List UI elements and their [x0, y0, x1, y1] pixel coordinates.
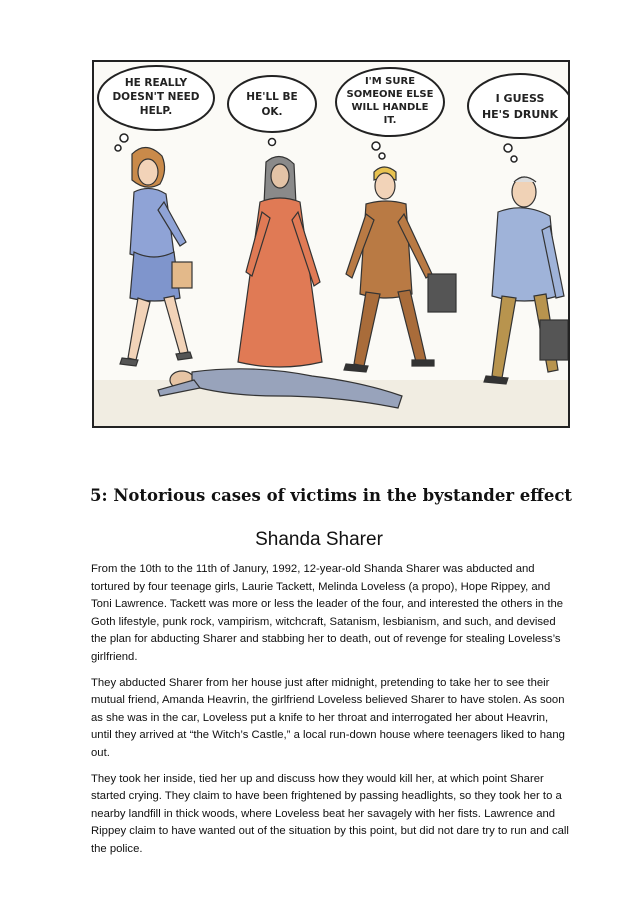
- bubble-3-line-2: SOMEONE ELSE: [346, 89, 434, 100]
- briefcase-icon: [428, 274, 456, 312]
- briefcase-icon: [540, 320, 568, 360]
- bubble-3-line-3: WILL HANDLE: [351, 102, 429, 113]
- paragraph: They abducted Sharer from her house just after midnight, pretending to take her to see their mutual friend, Amanda Heavrin, the girlfriend Loveless believed Sharer to have stolen. As soon as she was in the car, Loveless put a knife to her throat and interrogated her about Heavrin, until they arrived at “the Witch’s Castle,” a local run-down house where teenagers liked to hang out.: [91, 676, 565, 759]
- bystander-cartoon: [92, 60, 570, 428]
- bubble-4-line-2: HE'S DRUNK: [481, 108, 559, 121]
- bubble-2-line-1: HE'LL BE: [246, 91, 298, 103]
- bubble-1-line-1: HE REALLY: [124, 77, 188, 89]
- paragraph: They took her inside, tied her up and discuss how they would kill her, at which point Sharer started crying. They claim to have been frightened by passing headlights, so they took her to a nearby landfill in thick woods, where Loveless beat her savagely with her fists. Lawrence and Rippey claim to have wanted out of the situation by this point, but did not dare try to run and call the police.: [91, 772, 569, 855]
- section-heading: 5: Notorious cases of victims in the bystander effect: [90, 486, 572, 505]
- thought-bubble-2: [228, 76, 316, 146]
- bubble-2-line-2: OK.: [261, 106, 283, 118]
- bubble-3-line-4: IT.: [383, 115, 397, 126]
- bubble-1-line-2: DOESN'T NEED: [112, 91, 200, 103]
- article-body: [91, 561, 571, 867]
- bubble-4-line-1: I GUESS: [495, 92, 545, 105]
- bubble-1-line-3: HELP.: [139, 105, 173, 117]
- woman-red-robe: [238, 156, 322, 367]
- man-brown-suit: [344, 167, 456, 372]
- cartoon-drawing: [94, 62, 568, 426]
- paragraph: From the 10th to the 11th of Janury, 1992, 12-year-old Shanda Sharer was abducted and tortured by four teenage girls, Laurie Tackett, Melinda Loveless (a propo), Hope Rippey, and Toni Lawrence. Tackett was more or less the leader of the four, and interested the others in the Goth lifestyle, punk rock, vampirism, witchcraft, Satanism, lesbianism, and such, and devised the plan for abducting Sharer and stabbing her to death, out of revenge for stealing Loveless’s girlfriend.: [91, 563, 564, 663]
- thought-bubble-1: [98, 66, 214, 151]
- woman-blue-suit: [120, 147, 192, 366]
- thought-bubble-3: [336, 68, 444, 159]
- thought-bubble-4: [468, 74, 568, 162]
- bubble-3-line-1: I'M SURE: [364, 76, 416, 87]
- old-man-blue-jacket: [484, 177, 568, 384]
- case-title: Shanda Sharer: [255, 529, 383, 550]
